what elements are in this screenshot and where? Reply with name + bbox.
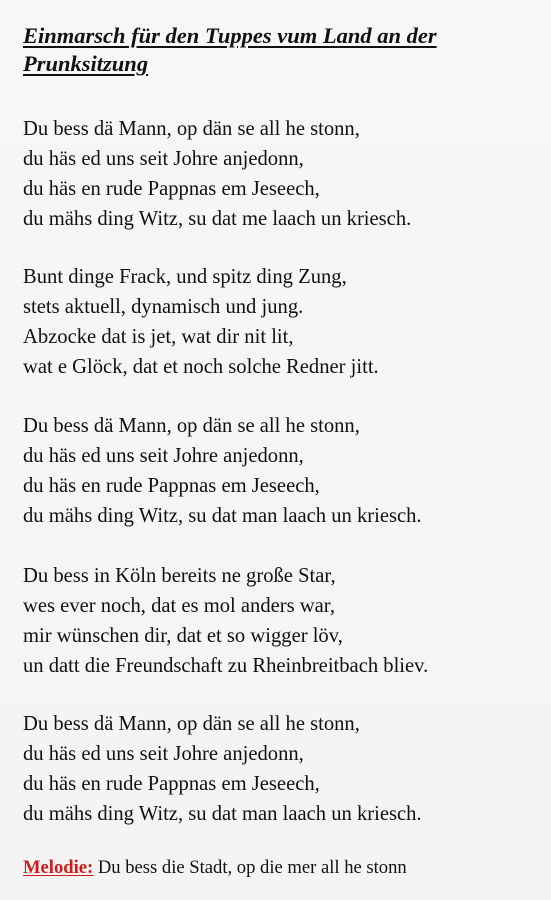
stanza-line: Bunt dinge Frack, und spitz ding Zung, [23, 266, 347, 288]
stanza-line: Du bess dä Mann, op dän se all he stonn, [23, 713, 360, 735]
stanza-3 [23, 411, 551, 531]
stanza-line: du mähs ding Witz, su dat man laach un kriesch. [23, 803, 422, 825]
stanza-2 [23, 262, 551, 382]
stanza-5 [23, 709, 551, 829]
stanza-line: Du bess dä Mann, op dän se all he stonn, [23, 415, 360, 437]
melody-text: Du bess die Stadt, op die mer all he stonn [97, 857, 407, 878]
stanza-line: un datt die Freundschaft zu Rheinbreitbach bliev. [23, 655, 429, 677]
stanza-line: du häs en rude Pappnas em Jeseech, [23, 773, 320, 795]
melody-note [23, 856, 407, 880]
stanza-line: Du bess in Köln bereits ne große Star, [23, 565, 336, 587]
song-title: Einmarsch für den Tuppes vum Land an der Prunksitzung [23, 23, 437, 76]
stanza-line: wat e Glöck, dat et noch solche Redner jitt. [23, 356, 379, 378]
stanza-line: du häs en rude Pappnas em Jeseech, [23, 475, 320, 497]
stanza-line: du mähs ding Witz, su dat me laach un kriesch. [23, 208, 412, 230]
stanza-line: stets aktuell, dynamisch und jung. [23, 296, 304, 318]
stanza-line: Abzocke dat is jet, wat dir nit lit, [23, 326, 294, 348]
stanza-line: du häs ed uns seit Johre anjedonn, [23, 445, 304, 467]
stanza-line: mir wünschen dir, dat et so wigger löv, [23, 625, 343, 647]
stanza-line: du häs ed uns seit Johre anjedonn, [23, 743, 304, 765]
melody-label: Melodie: [23, 857, 94, 878]
stanza-line: du mähs ding Witz, su dat man laach un kriesch. [23, 505, 422, 527]
stanza-line: du häs en rude Pappnas em Jeseech, [23, 178, 320, 200]
stanza-line: du häs ed uns seit Johre anjedonn, [23, 148, 304, 170]
stanza-line: wes ever noch, dat es mol anders war, [23, 595, 335, 617]
stanza-1 [23, 114, 551, 234]
stanza-4 [23, 561, 551, 681]
stanza-line: Du bess dä Mann, op dän se all he stonn, [23, 118, 360, 140]
